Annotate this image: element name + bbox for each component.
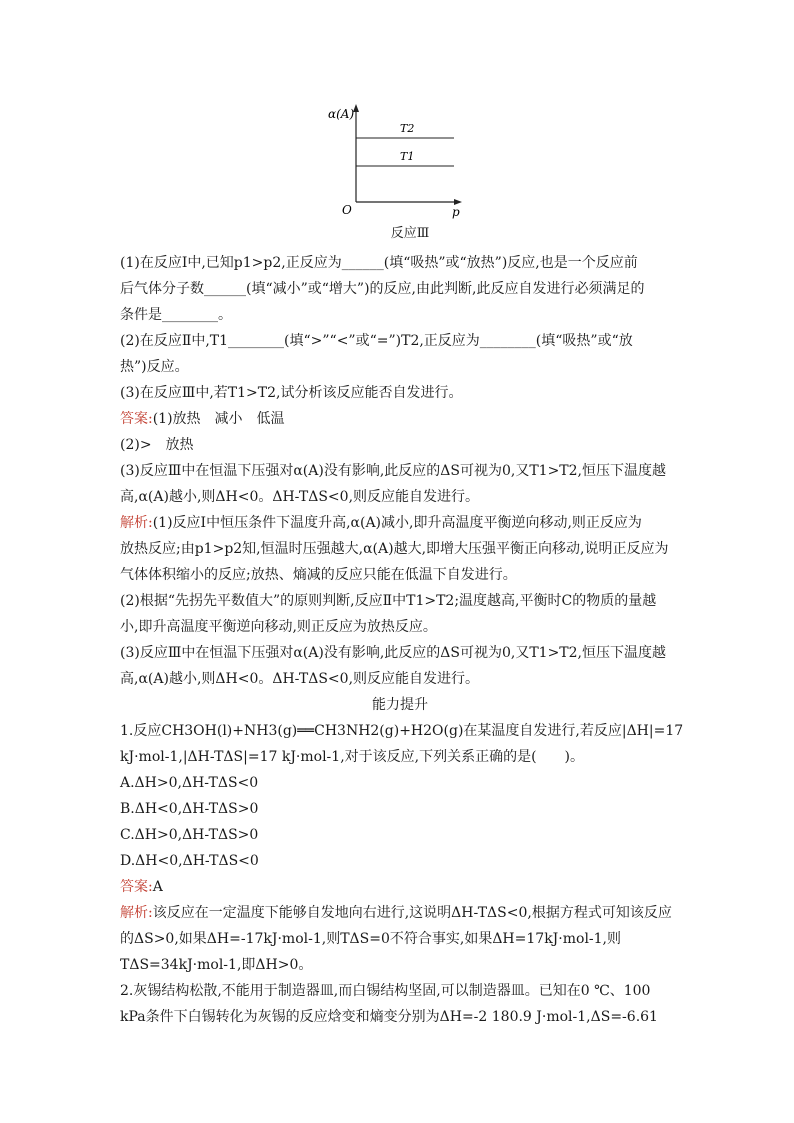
line-t1-label: T1 — [400, 150, 415, 163]
text-line: 小,即升高温度平衡逆向移动,则正反应为放热反应。 — [120, 619, 437, 635]
text-line: 高,α(A)越小,则ΔH<0。ΔH-TΔS<0,则反应能自发进行。 — [120, 671, 480, 687]
text-line: D.ΔH<0,ΔH-TΔS<0 — [120, 853, 259, 869]
line-t2-label: T2 — [400, 122, 415, 135]
text-line: 能力提升 — [372, 697, 428, 713]
text-line: (3)反应Ⅲ中在恒温下压强对α(A)没有影响,此反应的ΔS可视为0,又T1>T2,恒压下温度越 — [120, 463, 666, 479]
document-body — [120, 250, 684, 1030]
text-line: A.ΔH>0,ΔH-TΔS<0 — [120, 775, 259, 791]
text-line: B.ΔH<0,ΔH-TΔS>0 — [120, 801, 259, 817]
text-line: 高,α(A)越小,则ΔH<0。ΔH-TΔS<0,则反应能自发进行。 — [120, 489, 480, 505]
figure-reaction-3 — [320, 100, 480, 240]
text-line: (2)在反应Ⅱ中,T1________(填“>”“<”或“=”)T2,正反应为________(填“吸热”或“放 — [120, 333, 633, 349]
text-line: 热”)反应。 — [120, 359, 189, 375]
text-line: kJ·mol-1,|ΔH-TΔS|=17 kJ·mol-1,对于该反应,下列关系正确的是( )。 — [120, 749, 585, 765]
text-line: 答案:(1)放热 减小 低温 — [120, 411, 285, 427]
text-line: 条件是________。 — [120, 307, 232, 323]
text-line: 解析:(1)反应Ⅰ中恒压条件下温度升高,α(A)减小,即升高温度平衡逆向移动,则正反应为 — [120, 515, 642, 531]
text-line: 后气体分子数______(填“减小”或“增大”)的反应,由此判断,此反应自发进行必须满足的 — [120, 281, 645, 297]
text-line: 气体体积缩小的反应;放热、熵减的反应只能在低温下自发进行。 — [120, 567, 517, 583]
y-axis-label: α(A) — [328, 107, 355, 121]
text-line: (3)反应Ⅲ中在恒温下压强对α(A)没有影响,此反应的ΔS可视为0,又T1>T2,恒压下温度越 — [120, 645, 666, 661]
text-line: (3)在反应Ⅲ中,若T1>T2,试分析该反应能否自发进行。 — [120, 385, 463, 401]
text-line: 答案:A — [120, 879, 163, 895]
text-line: (1)在反应Ⅰ中,已知p1>p2,正反应为______(填“吸热”或“放热”)反应,也是一个反应前 — [120, 255, 638, 271]
text-line: (2)> 放热 — [120, 437, 194, 453]
origin-label: O — [342, 203, 352, 217]
x-axis-label: p — [452, 205, 460, 219]
text-line: TΔS=34kJ·mol-1,即ΔH>0。 — [120, 957, 313, 973]
text-line: 解析:该反应在一定温度下能够自发地向右进行,这说明ΔH-TΔS<0,根据方程式可知该反应 — [120, 905, 672, 921]
text-line: C.ΔH>0,ΔH-TΔS>0 — [120, 827, 259, 843]
text-line: 1.反应CH3OH(l)+NH3(g)══CH3NH2(g)+H2O(g)在某温度自发进行,若反应|ΔH|=17 — [120, 723, 684, 739]
text-line: 2.灰锡结构松散,不能用于制造器皿,而白锡结构坚固,可以制造器皿。已知在0 ℃、100 — [120, 983, 651, 999]
text-line: kPa条件下白锡转化为灰锡的反应焓变和熵变分别为ΔH=-2 180.9 J·mol-1,ΔS=-6.61 — [120, 1009, 658, 1025]
figure-caption: 反应Ⅲ — [390, 226, 430, 241]
text-line: 放热反应;由p1>p2知,恒温时压强越大,α(A)越大,即增大压强平衡正向移动,说明正反应为 — [120, 541, 669, 557]
text-line: (2)根据“先拐先平数值大”的原则判断,反应Ⅱ中T1>T2;温度越高,平衡时C的物质的量越 — [120, 593, 657, 609]
text-line: 的ΔS>0,如果ΔH=-17kJ·mol-1,则TΔS=0不符合事实,如果ΔH=17kJ·mol-1,则 — [120, 931, 622, 947]
